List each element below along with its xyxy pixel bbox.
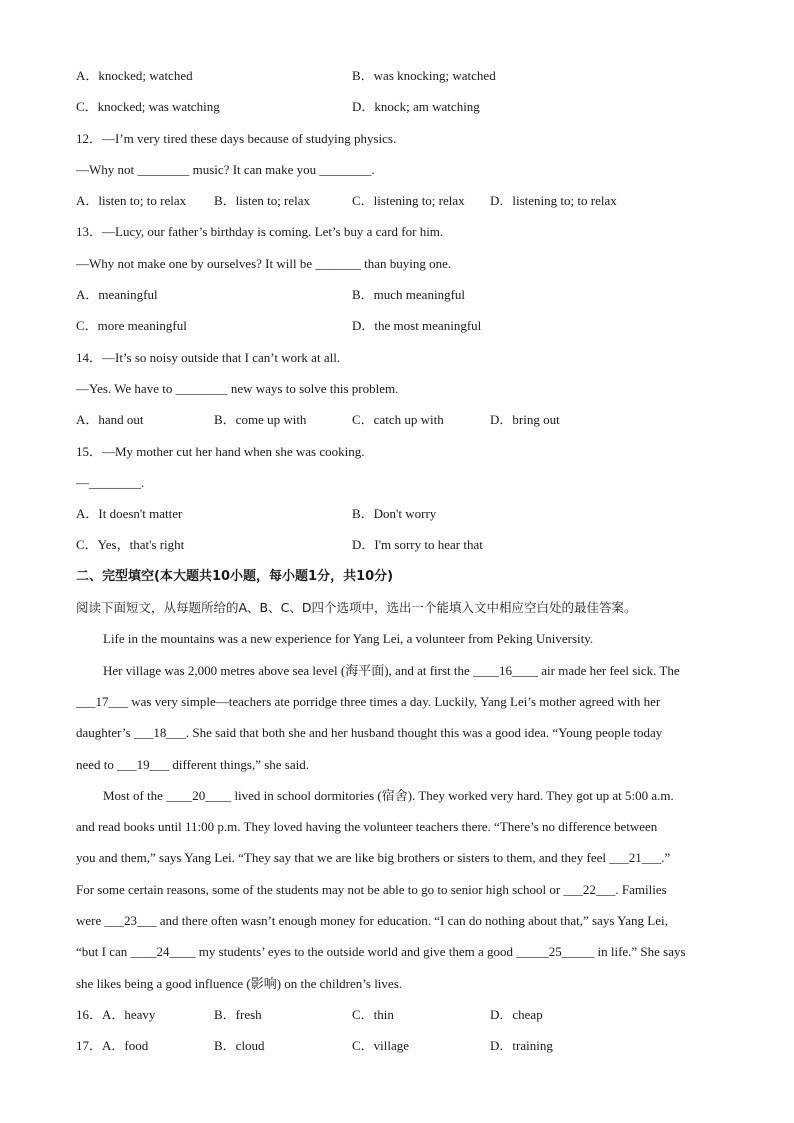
q13-option-d: D．the most meaningful — [352, 318, 482, 334]
passage-line: Life in the mountains was a new experience for Yang Lei, a volunteer from Peking University. — [103, 631, 594, 647]
q15-stem-1: 15．—My mother cut her hand when she was cooking. — [76, 443, 365, 459]
q12-stem-1: 12．—I’m very tired these days because of studying physics. — [76, 130, 397, 146]
q16-option-a: 16．A．heavy — [76, 1006, 156, 1022]
passage-line: Most of the ____20____ lived in school dormitories (宿舍). They worked very hard. They got up at 5:00 a.m. — [103, 787, 674, 803]
passage-line: you and them,” says Yang Lei. “They say that we are like big brothers or sisters to them, and they feel ___21___.” — [76, 850, 671, 866]
q14-option-b: B．come up with — [214, 412, 307, 428]
q14-option-c: C．catch up with — [352, 412, 444, 428]
q14-options-row — [76, 408, 718, 439]
q12-option-a: A．listen to; to relax — [76, 193, 187, 209]
passage-line: she likes being a good influence (影响) on the children’s lives. — [76, 975, 403, 991]
passage-line: Her village was 2,000 metres above sea level (海平面), and at first the ____16____ air made her feel sick. The — [103, 662, 680, 678]
q17-option-a: 17．A．food — [76, 1038, 149, 1054]
q13-options-row-2 — [76, 314, 718, 345]
q14-stem-2: —Yes. We have to ________ new ways to solve this problem. — [76, 380, 399, 396]
section-instruction: 阅读下面短文，从每题所给的A、B、C、D四个选项中，选出一个能填入文中相应空白处的最佳答案。 — [76, 600, 637, 616]
q15-option-c: C．Yes，that's right — [76, 537, 185, 553]
q15-options-row-1 — [76, 502, 718, 533]
q11-options-row-1 — [76, 64, 718, 95]
q16-option-c: C．thin — [352, 1006, 394, 1022]
q13-stem-2: —Why not make one by ourselves? It will be _______ than buying one. — [76, 255, 452, 271]
passage-line: and read books until 11:00 p.m. They loved having the volunteer teachers there. “There’s no difference between — [76, 819, 658, 835]
q14-option-d: D．bring out — [490, 412, 560, 428]
q16-options-row — [76, 1003, 718, 1034]
q12-option-b: B．listen to; relax — [214, 193, 311, 209]
q12-options-row — [76, 189, 718, 220]
q17-option-b: B．cloud — [214, 1038, 265, 1054]
q15-option-b: B．Don't worry — [352, 506, 437, 522]
passage-line: “but I can ____24____ my students’ eyes to the outside world and give them a good _____25_____ in life.” She says — [76, 944, 686, 960]
q11-option-b: B．was knocking; watched — [352, 68, 496, 83]
q17-options-row — [76, 1034, 718, 1065]
q17-option-c: C．village — [352, 1038, 410, 1054]
q16-option-b: B．fresh — [214, 1006, 262, 1022]
q16-option-d: D．cheap — [490, 1006, 543, 1022]
q11-option-d: D．knock; am watching — [352, 99, 480, 115]
q15-options-row-2 — [76, 533, 718, 564]
q15-stem-2: —________. — [76, 474, 145, 490]
q14-stem-1: 14．—It’s so noisy outside that I can’t work at all. — [76, 349, 341, 365]
q13-options-row-1 — [76, 283, 718, 314]
q12-option-d: D．listening to; to relax — [490, 193, 617, 209]
q15-option-d: D．I'm sorry to hear that — [352, 537, 483, 553]
passage-line: ___17___ was very simple—teachers ate porridge three times a day. Luckily, Yang Lei’s mother agreed with her — [76, 693, 661, 709]
q13-stem-1: 13．—Lucy, our father’s birthday is coming. Let’s buy a card for him. — [76, 224, 444, 240]
q13-option-a: A．meaningful — [76, 287, 158, 303]
q11-option-a: A．knocked; watched — [76, 68, 193, 83]
q14-option-a: A．hand out — [76, 412, 144, 428]
q11-options-row-2 — [76, 95, 718, 126]
section-title: 二、完型填空(本大题共10小题，每小题1分，共10分) — [76, 568, 394, 584]
q15-option-a: A．It doesn't matter — [76, 506, 183, 522]
q12-option-c: C．listening to; relax — [352, 193, 465, 209]
q11-option-c: C．knocked; was watching — [76, 99, 220, 115]
q12-stem-2: —Why not ________ music? It can make you ________. — [76, 161, 375, 177]
exam-page — [76, 64, 718, 1066]
passage-line: were ___23___ and there often wasn’t enough money for education. “I can do nothing about that,” says Yang Lei, — [76, 913, 668, 929]
q17-option-d: D．training — [490, 1038, 553, 1054]
passage-line: For some certain reasons, some of the students may not be able to go to senior high school or ___22___. Families — [76, 881, 667, 897]
passage-line: need to ___19___ different things,” she said. — [76, 756, 309, 772]
passage-line: daughter’s ___18___. She said that both she and her husband thought this was a good idea. “Young people today — [76, 725, 663, 741]
q13-option-c: C．more meaningful — [76, 318, 187, 334]
q13-option-b: B．much meaningful — [352, 287, 466, 303]
